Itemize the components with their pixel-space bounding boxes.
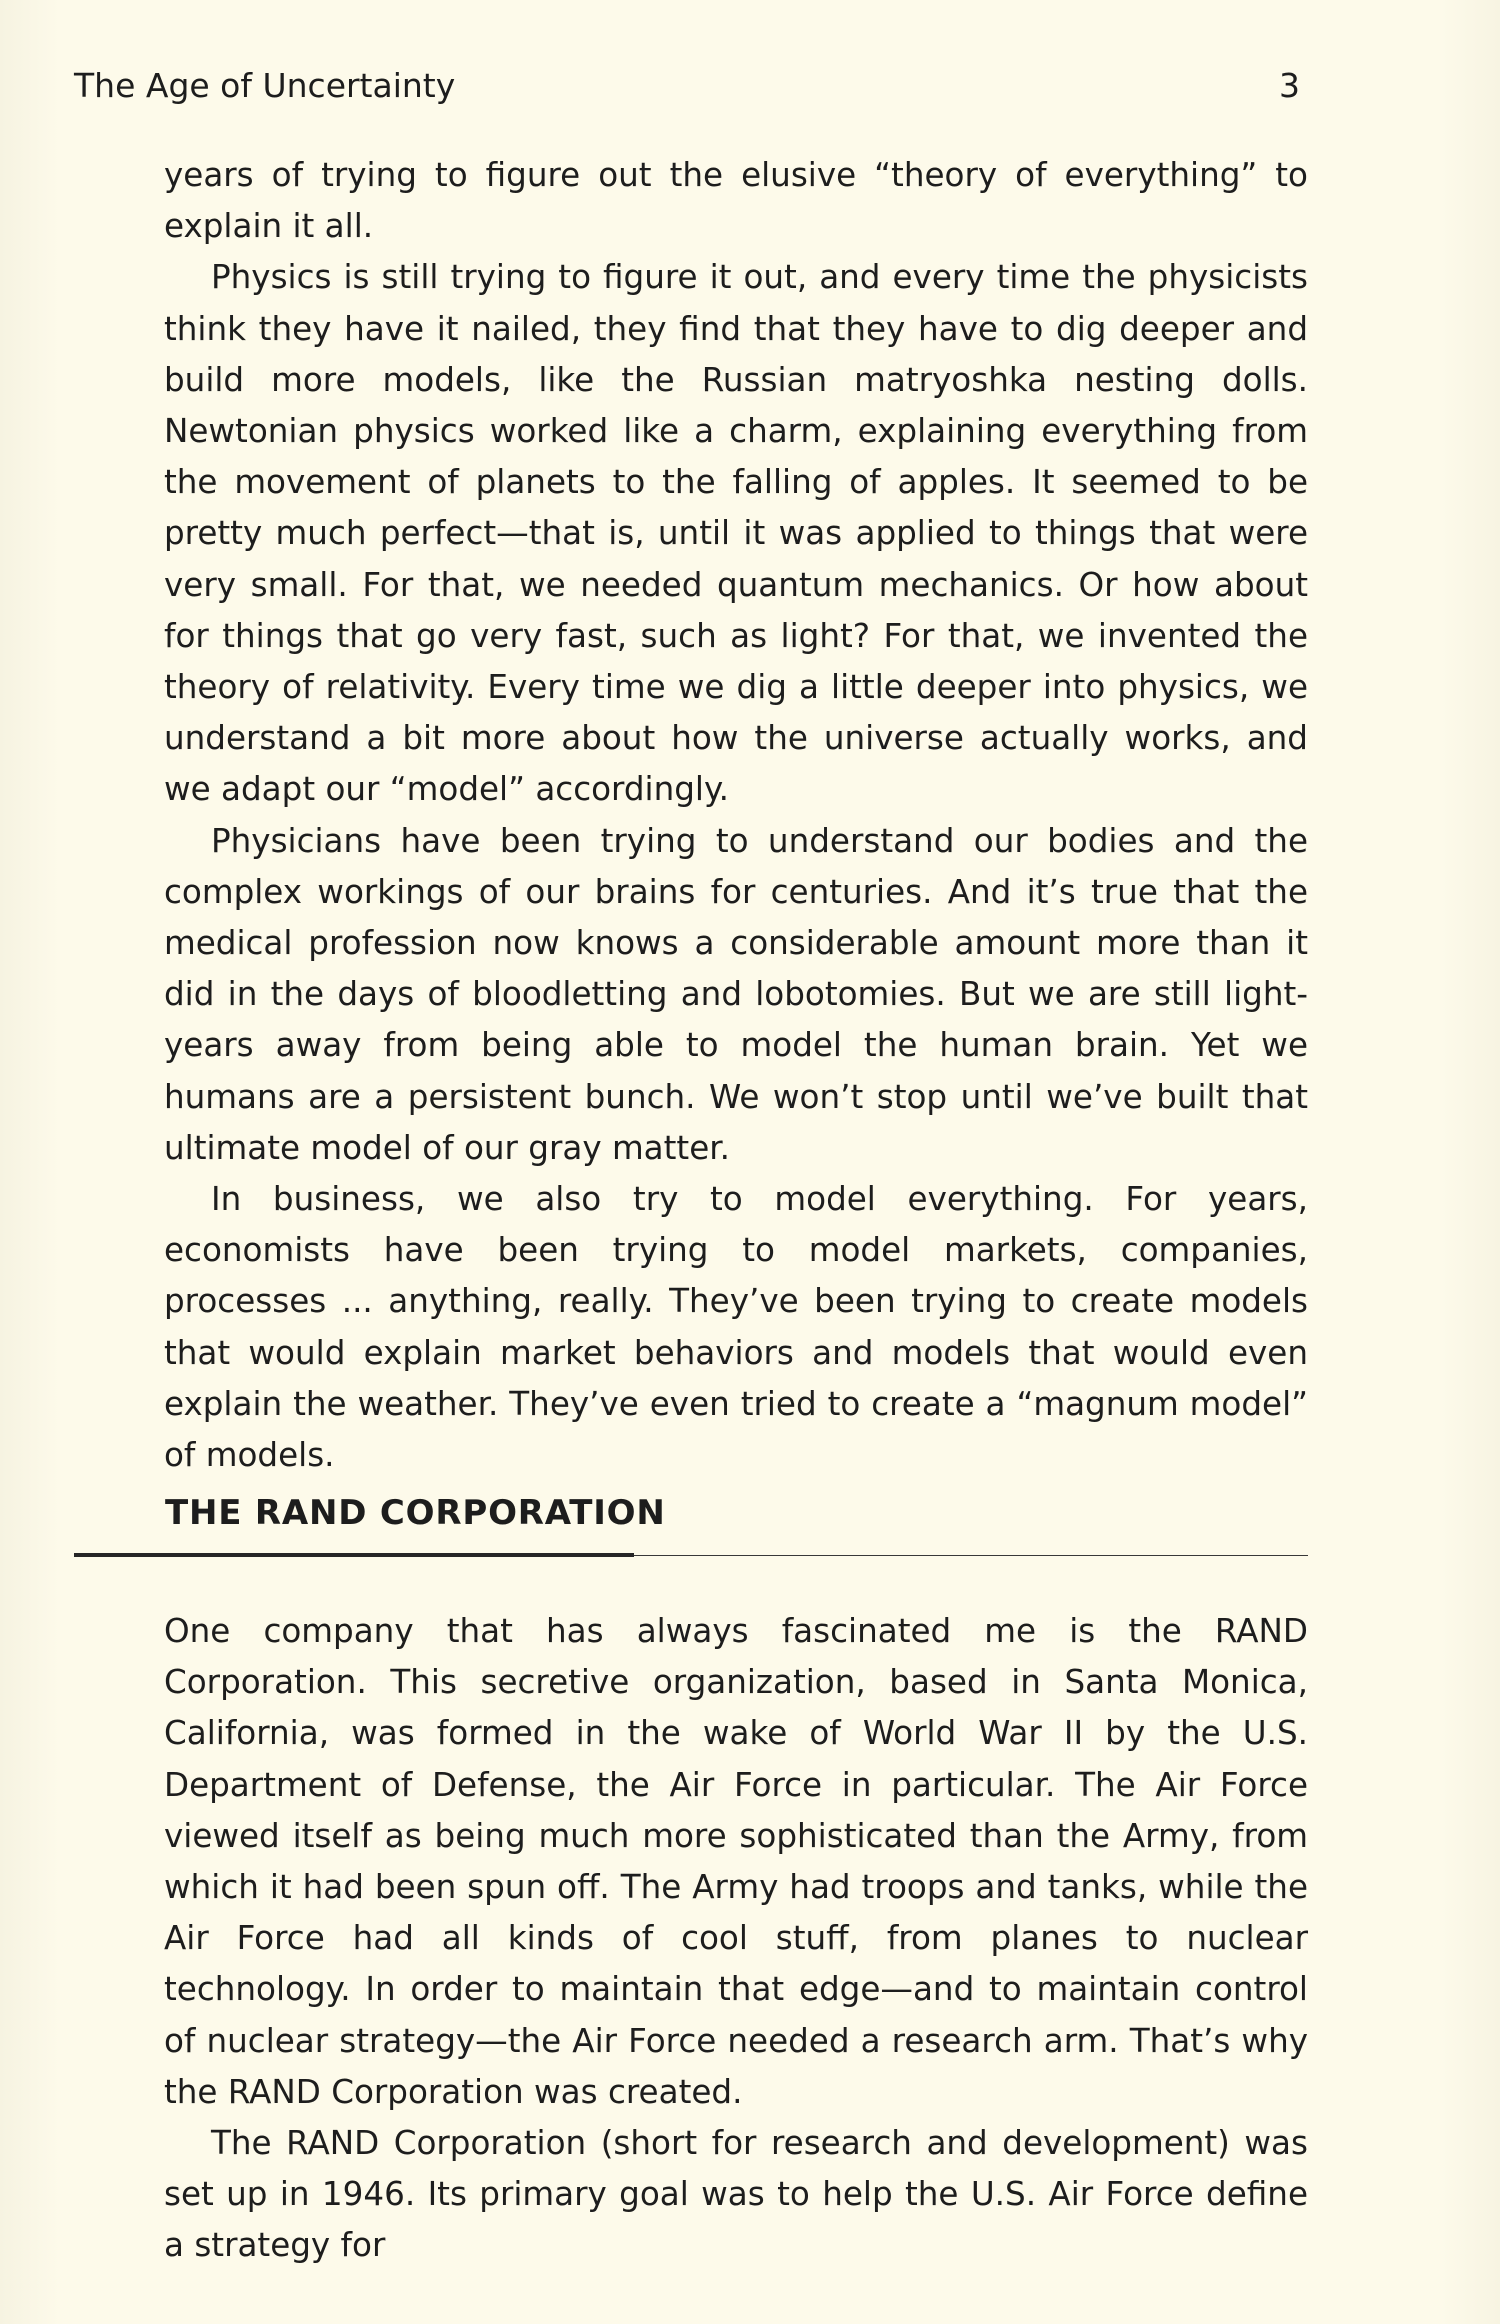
paragraph: Physics is still trying to figure it out, and every time the physicists think they have it nailed, they find that they have to dig deeper and build more models, like the Russian matryoshka nesting dolls. Newtonian physics worked like a charm, explaining everything from the movement of planets to the falling of apples. It seemed to be pretty much perfect—that is, until it was applied to things that were very small. For that, we needed quantum mechanics. Or how about for things that go very fast, such as light? For that, we invented the theory of relativity. Every time we dig a little deeper into physics, we understand a bit more about how the universe actually works, and we adapt our “model” accordingly. xyxy=(164,258,1308,809)
section-heading: THE RAND CORPORATION xyxy=(165,1493,666,1533)
running-header xyxy=(74,64,1300,108)
heading-rule-thick xyxy=(74,1553,634,1557)
running-title: The Age of Uncertainty xyxy=(74,66,456,105)
page-number: 3 xyxy=(1279,66,1300,105)
heading-rule-thin xyxy=(634,1555,1308,1556)
paragraph: years of trying to figure out the elusive “theory of everything” to explain it all. xyxy=(164,156,1308,246)
section-text xyxy=(164,1606,1308,2272)
paragraph: Physicians have been trying to understand our bodies and the complex workings of our brains for centuries. And it’s true that the medical profession now knows a considerable amount more than it did in the days of bloodletting and lobotomies. But we are still light-years away from being able to model the human brain. Yet we humans are a persistent bunch. We won’t stop until we’ve built that ultimate model of our gray matter. xyxy=(164,821,1308,1167)
paragraph: One company that has always fascinated me is the RAND Corporation. This secretive organization, based in Santa Monica, California, was formed in the wake of World War II by the U.S. Department of Defense, the Air Force in particular. The Air Force viewed itself as being much more sophisticated than the Army, from which it had been spun off. The Army had troops and tanks, while the Air Force had all kinds of cool stuff, from planes to nuclear technology. In order to maintain that edge—and to maintain control of nuclear strategy—the Air Force needed a research arm. That’s why the RAND Corporation was created. xyxy=(164,1612,1308,2111)
body-text xyxy=(164,150,1308,1481)
paragraph: In business, we also try to model everything. For years, economists have been trying to model markets, companies, processes ... anything, really. They’ve been trying to create models that would explain market behaviors and models that would even explain the weather. They’ve even tried to create a “magnum model” of models. xyxy=(164,1180,1308,1475)
paragraph: The RAND Corporation (short for research and development) was set up in 1946. Its primary goal was to help the U.S. Air Force define a strategy for xyxy=(164,2124,1308,2265)
